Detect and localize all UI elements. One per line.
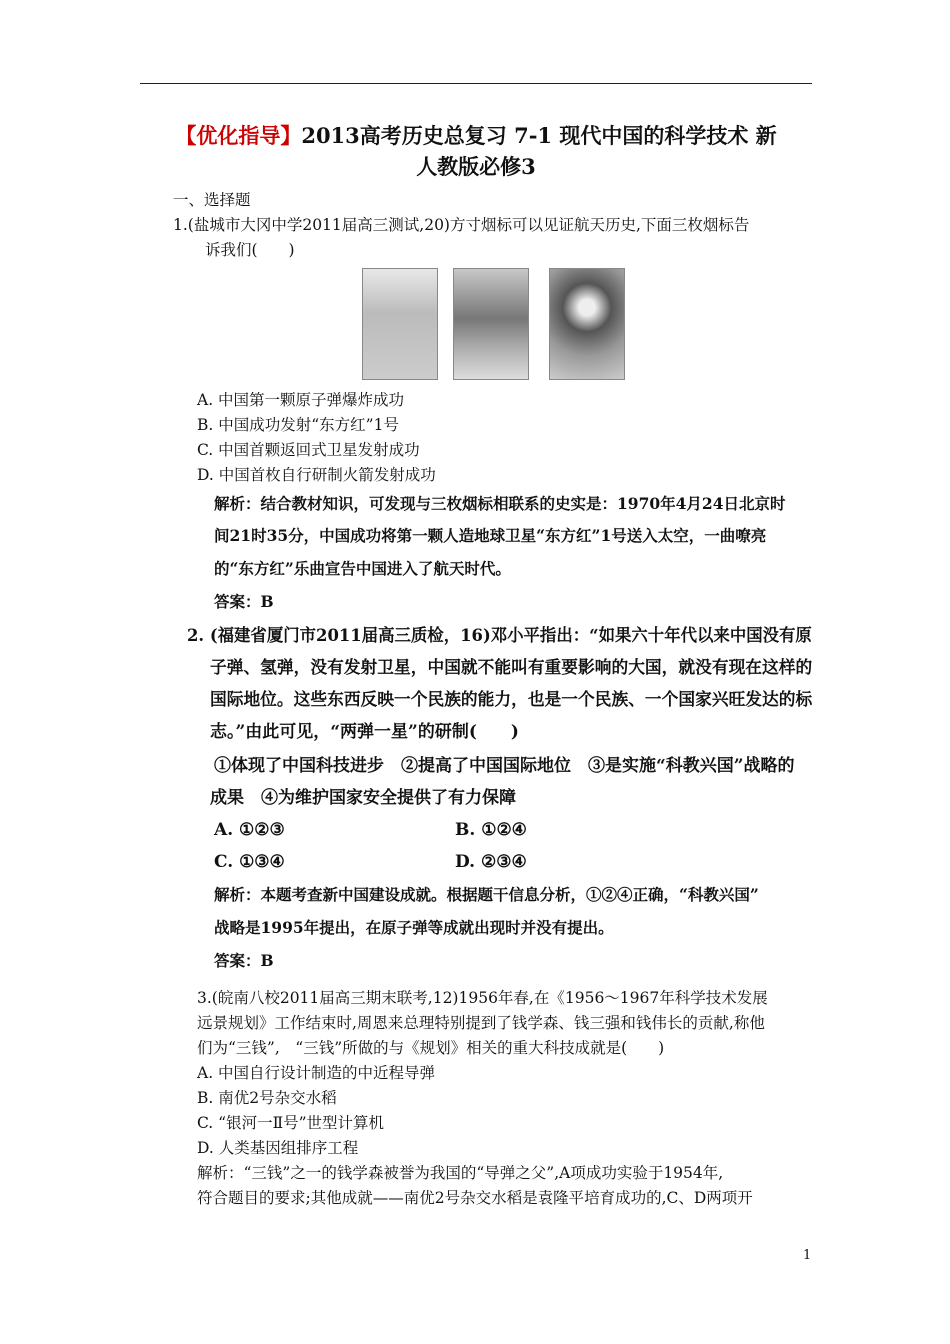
q1-analysis-line3: 的“东方红”乐曲宣告中国进入了航天时代。 (214, 559, 511, 578)
q1-analysis-line2: 间21时35分，中国成功将第一颗人造地球卫星“东方红”1号送入太空，一曲嘹亮 (214, 526, 767, 545)
q1-line2: 诉我们( ) (205, 241, 295, 259)
q2-line3: 国际地位。这些东西反映一个民族的能力，也是一个民族、一个国家兴旺发达的标 (210, 690, 813, 710)
q2-option-d: D. ②③④ (455, 852, 527, 872)
q2-option-c: C. ①③④ (214, 852, 285, 872)
q3-option-b: B. 南优2号杂交水稻 (197, 1089, 337, 1107)
q3-line1: 3.(皖南八校2011届高三期末联考,12)1956年春,在《1956～1967年科学技术发展 (197, 989, 768, 1007)
q1-option-c: C. 中国首颗返回式卫星发射成功 (197, 441, 420, 459)
q1-analysis-line1: 解析：结合教材知识，可发现与三枚烟标相联系的史实是：1970年4月24日北京时 (214, 494, 786, 513)
q1-option-b: B. 中国成功发射“东方红”1号 (197, 416, 399, 434)
cigarette-label-image-3 (549, 268, 625, 380)
q2-line4: 志。”由此可见，“两弹一星”的研制( ) (210, 722, 519, 742)
q2-analysis-line1: 解析：本题考查新中国建设成就。根据题干信息分析，①②④正确，“科教兴国” (214, 885, 759, 904)
q2-line2: 子弹、氢弹，没有发射卫星，中国就不能叫有重要影响的大国，就没有现在这样的 (210, 658, 813, 678)
document-title (140, 120, 812, 182)
q1-option-a: A. 中国第一颗原子弹爆炸成功 (197, 391, 405, 409)
title-line2: 人教版必修3 (416, 154, 536, 179)
q2-answer: 答案：B (214, 951, 274, 970)
page-number: 1 (803, 1248, 812, 1263)
q2-analysis-line2: 战略是1995年提出，在原子弹等成就出现时并没有提出。 (214, 918, 614, 937)
header-rule (140, 83, 812, 84)
cigarette-label-image-1 (362, 268, 438, 380)
q3-analysis-line1: 解析：“三钱”之一的钱学森被誉为我国的“导弹之父”,A项成功实验于1954年, (197, 1164, 724, 1182)
q2-statements-line1: ①体现了中国科技进步 ②提高了中国国际地位 ③是实施“科教兴国”战略的 (214, 756, 795, 776)
q3-option-c: C. “银河一Ⅱ号”世型计算机 (197, 1114, 385, 1132)
q2-option-b: B. ①②④ (455, 820, 527, 840)
q2-statements-line2: 成果 ④为维护国家安全提供了有力保障 (210, 788, 516, 808)
cigarette-label-image-2 (453, 268, 529, 380)
q1-option-d: D. 中国首枚自行研制火箭发射成功 (197, 466, 436, 484)
q3-option-d: D. 人类基因组排序工程 (197, 1139, 359, 1157)
q1-line1: 1.(盐城市大冈中学2011届高三测试,20)方寸烟标可以见证航天历史,下面三枚烟标告 (173, 216, 750, 234)
q3-option-a: A. 中国自行设计制造的中近程导弹 (197, 1064, 436, 1082)
q3-line3: 们为“三钱”, “三钱”所做的与《规划》相关的重大科技成就是( ) (197, 1039, 665, 1057)
q2-option-a: A. ①②③ (214, 820, 285, 840)
q3-line2: 远景规划》工作结束时,周恩来总理特别提到了钱学森、钱三强和钱伟长的贡献,称他 (197, 1014, 765, 1032)
q3-analysis-line2: 符合题目的要求;其他成就——南优2号杂交水稻是袁隆平培育成功的,C、D两项开 (197, 1189, 753, 1207)
title-line1: 2013高考历史总复习 7-1 现代中国的科学技术 新 (301, 123, 777, 148)
q1-answer: 答案：B (214, 592, 274, 611)
section-heading: 一、选择题 (173, 191, 251, 209)
title-prefix: 【优化指导】 (175, 123, 302, 148)
q2-line1: 2. (福建省厦门市2011届高三质检，16)邓小平指出：“如果六十年代以来中国没有原 (187, 626, 812, 646)
